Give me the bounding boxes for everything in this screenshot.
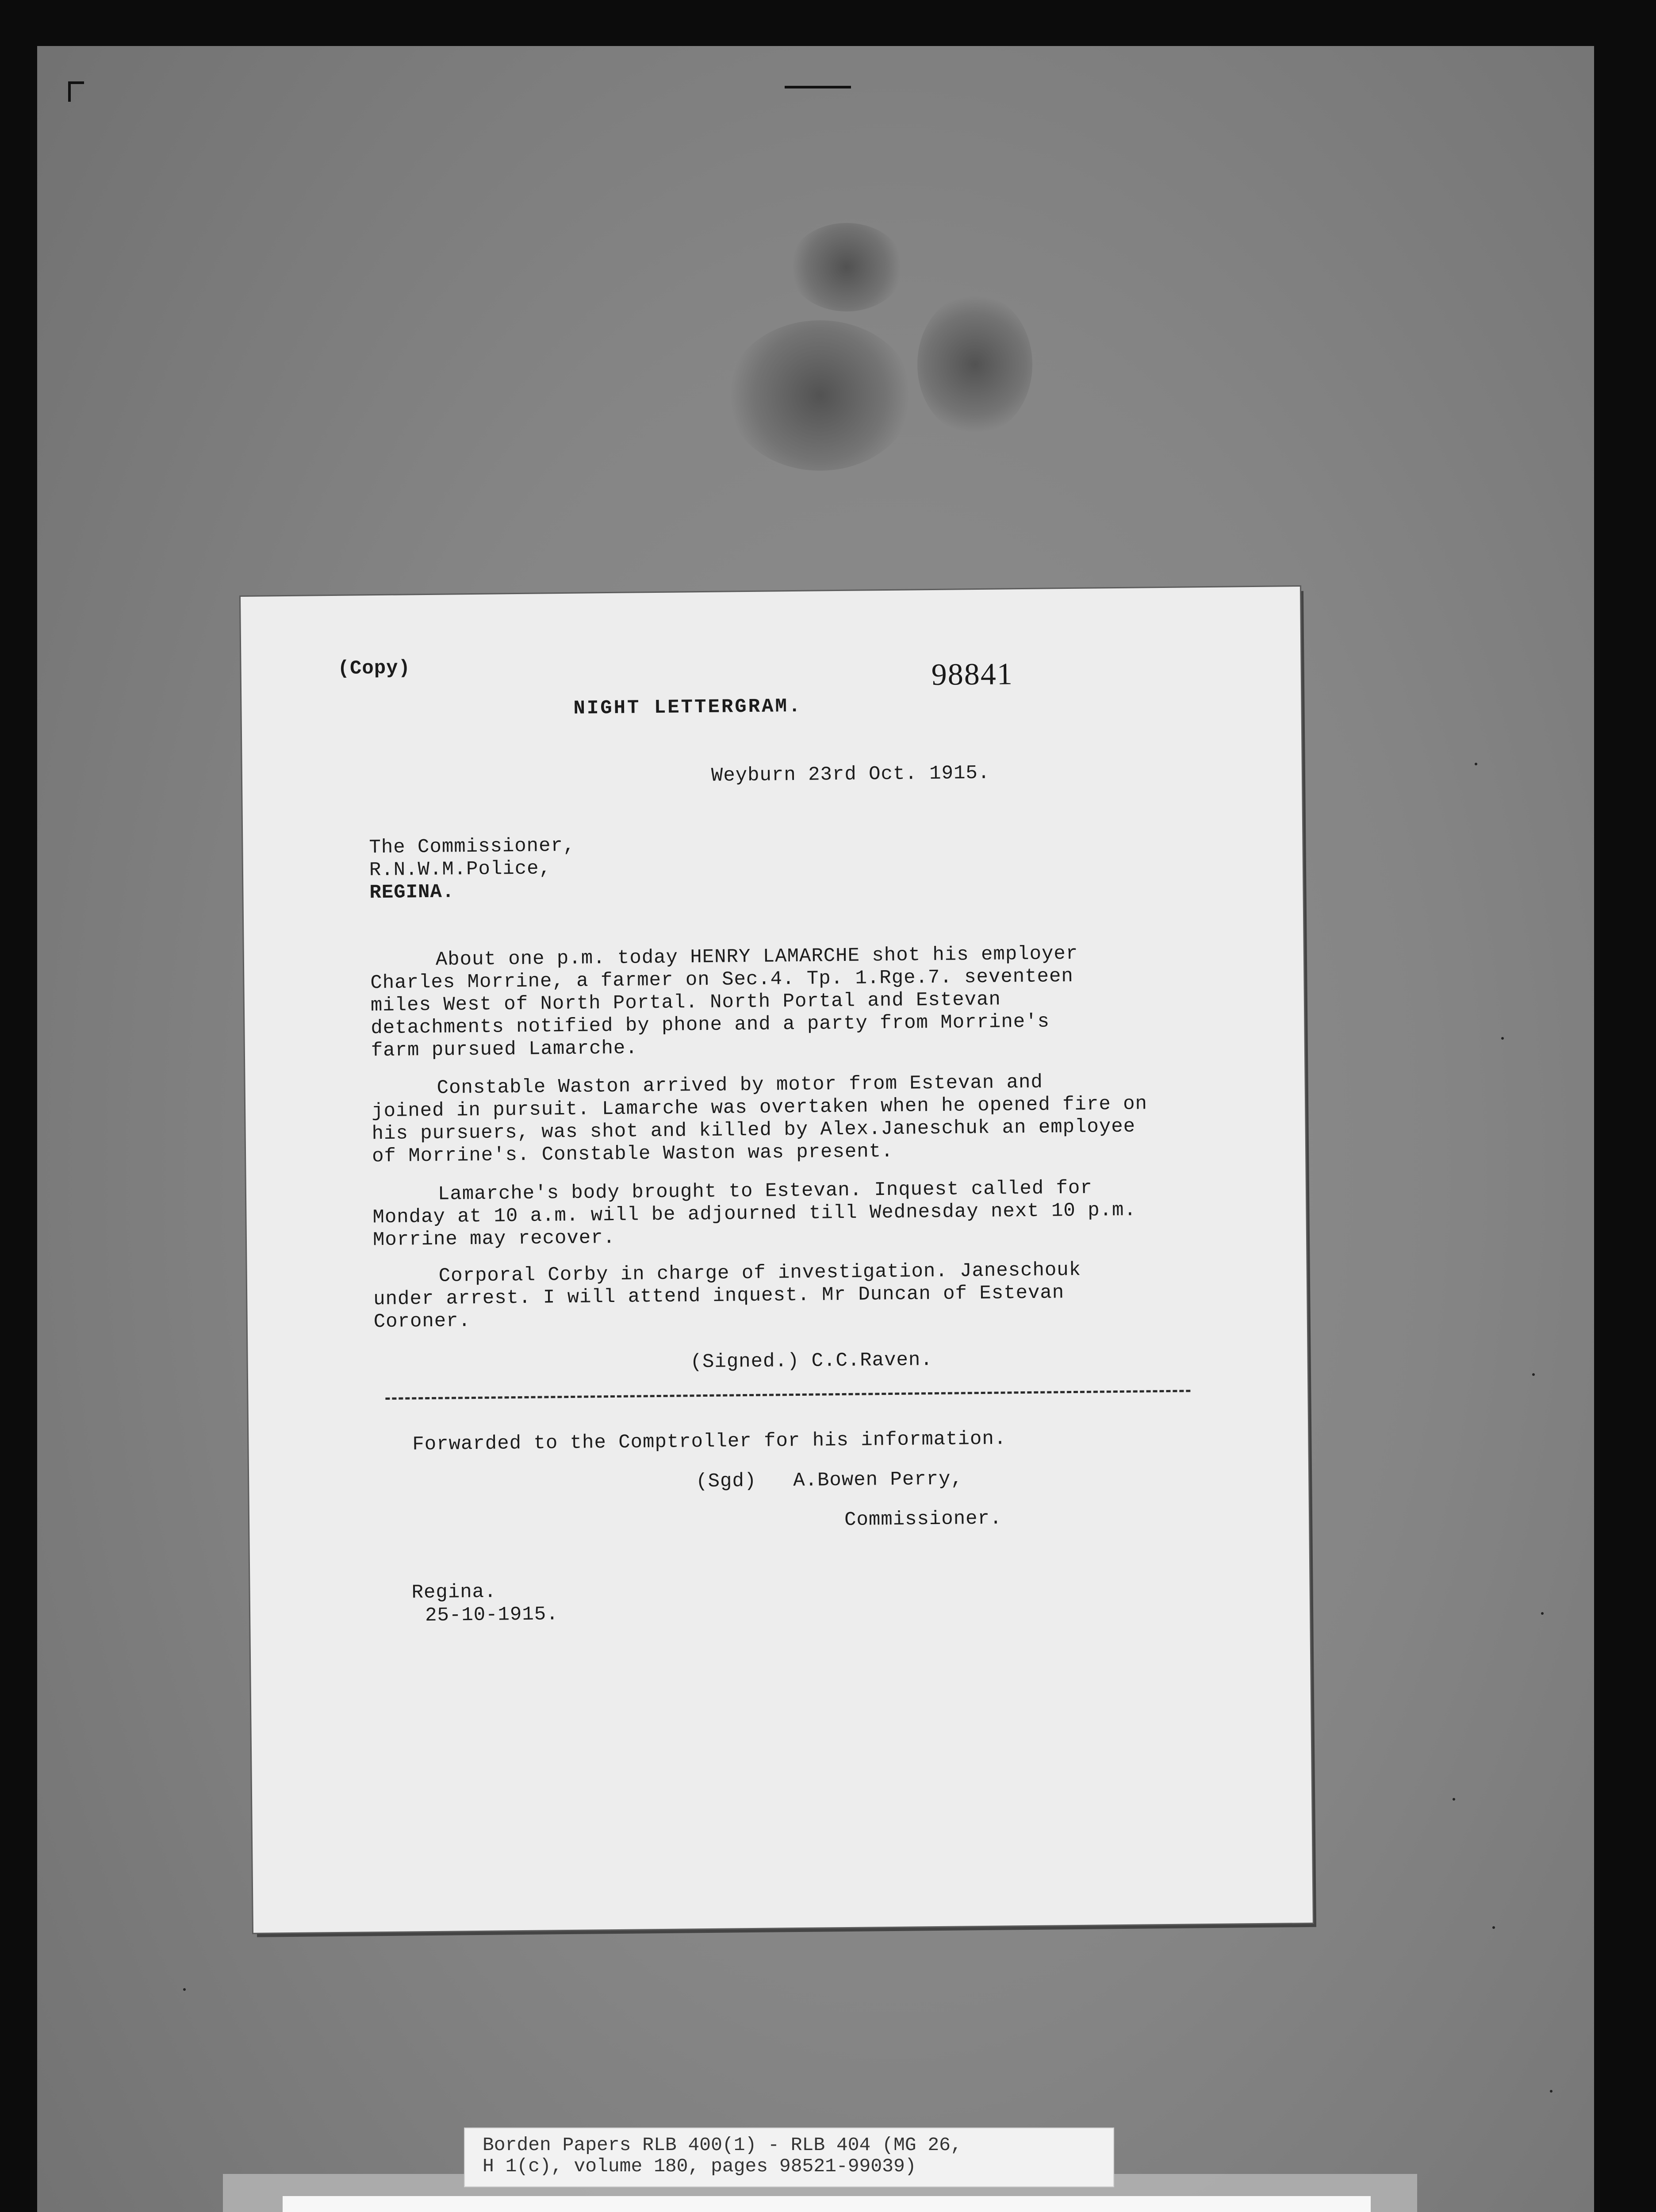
film-speck (1475, 763, 1477, 765)
film-speck (1492, 1926, 1495, 1929)
addressee-line: REGINA. (369, 881, 455, 904)
forward-signature-name: A.Bowen Perry, (793, 1468, 963, 1492)
frame-corner-mark (68, 81, 84, 102)
film-speck (183, 1988, 186, 1991)
film-speck (1453, 1798, 1455, 1801)
forward-signature-prefix: (Sgd) (696, 1470, 757, 1493)
film-speck (1501, 1037, 1504, 1040)
copy-mark: (Copy) (337, 657, 411, 680)
body-paragraph: Lamarche's body brought to Estevan. Inquest called for Monday at 10 a.m. will be adjourned till Wednesday next 10 p.m. Morrine may recover. (372, 1177, 1137, 1252)
letter-page (241, 587, 1313, 1933)
place-regina: Regina. (411, 1581, 497, 1604)
date-regina: 25-10-1915. (425, 1603, 559, 1627)
letter-heading: NIGHT LETTERGRAM. (573, 695, 802, 720)
addressee-line: R.N.W.M.Police, (369, 857, 552, 882)
forward-signature-title: Commissioner. (844, 1507, 1002, 1531)
smudge-stain (789, 223, 904, 311)
body-paragraph: About one p.m. today HENRY LAMARCHE shot his employer Charles Morrine, a farmer on Sec.4. Tp. 1.Rge.7. seventeen miles West of North Portal. North Portal and Estevan detachments notified by phone and a party from Morrine's farm pursued Lamarche. (370, 942, 1078, 1062)
reference-label: Borden Papers RLB 400(1) - RLB 404 (MG 26, H 1(c), volume 180, pages 98521-99039) (464, 2128, 1114, 2187)
smudge-stain (727, 320, 913, 471)
microfilm-frame (37, 46, 1594, 2212)
frame-top-mark (785, 86, 851, 88)
film-speck (1532, 1373, 1535, 1376)
film-speck (1541, 1612, 1544, 1615)
addressee-line: The Commissioner, (369, 834, 575, 859)
dashed-separator (385, 1390, 1190, 1399)
archives-card (283, 2196, 1371, 2212)
body-paragraph: Corporal Corby in charge of investigation. Janeschouk under arrest. I will attend inquest. Mr Duncan of Estevan Coroner. (373, 1259, 1081, 1333)
film-speck (1550, 2090, 1552, 2093)
smudge-stain (917, 294, 1032, 435)
signature-line: (Signed.) C.C.Raven. (690, 1349, 933, 1374)
body-paragraph: Constable Waston arrived by motor from Estevan and joined in pursuit. Lamarche was overtaken when he opened fire on his pursuers, was shot and killed by Alex.Janeschuk an employee of Morrine's. Constable Waston was present. (371, 1071, 1148, 1168)
place-date: Weyburn 23rd Oct. 1915. (711, 762, 990, 787)
document-number: 98841 (931, 657, 1014, 692)
forward-note: Forwarded to the Comptroller for his information. (412, 1428, 1007, 1456)
